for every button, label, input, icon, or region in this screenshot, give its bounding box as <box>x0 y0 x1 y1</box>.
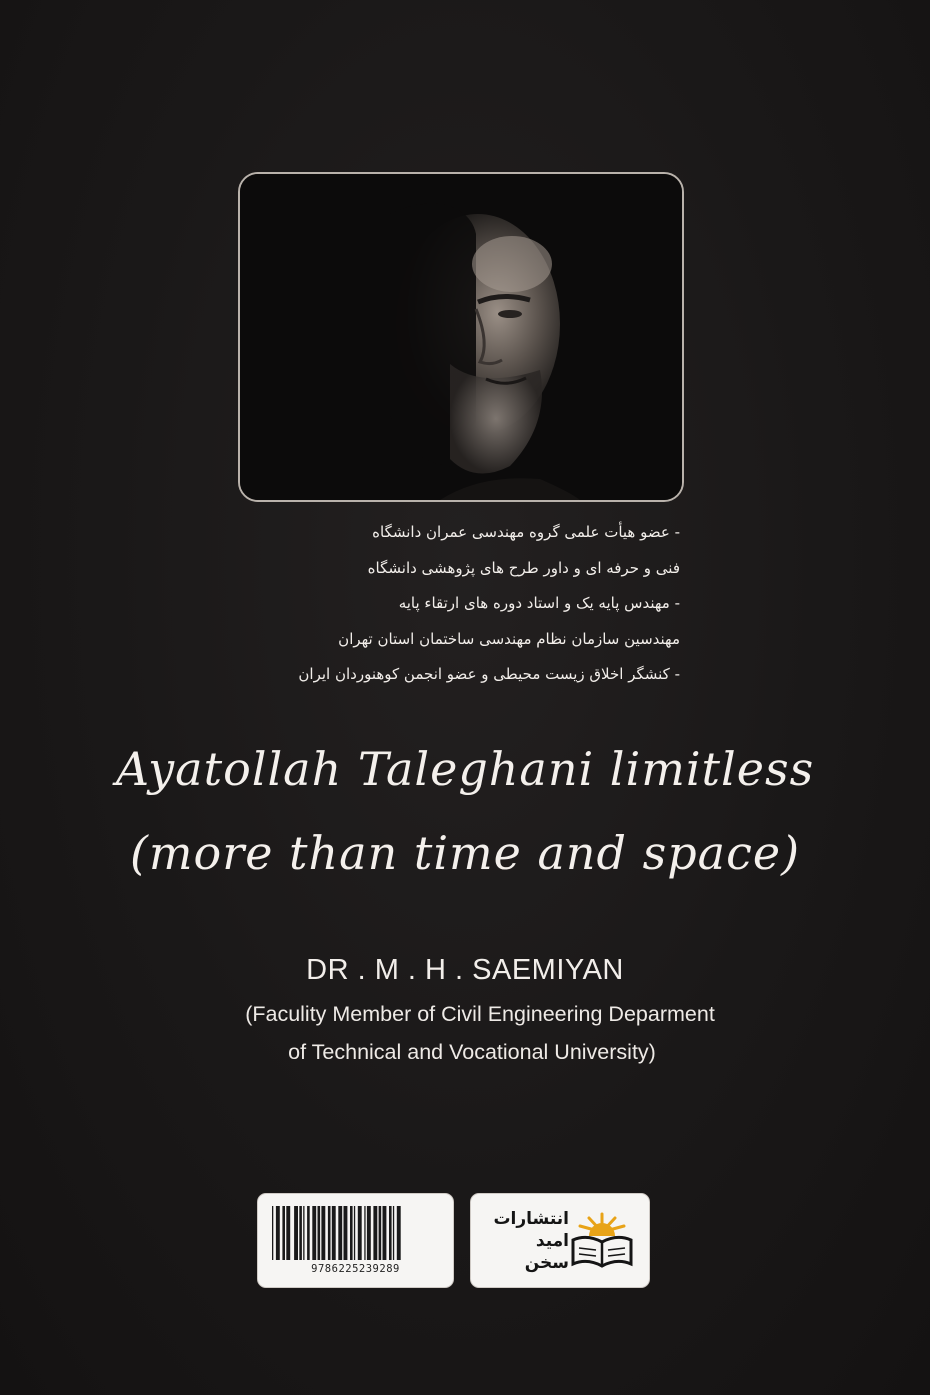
barcode-bar <box>282 1206 285 1260</box>
barcode-bar <box>303 1206 304 1260</box>
barcode-bar <box>294 1206 298 1260</box>
author-name: DR . M . H . SAEMIYAN <box>306 954 624 986</box>
barcode-bar <box>350 1206 353 1260</box>
author-bio-list <box>220 515 680 693</box>
barcode-icon <box>270 1206 441 1262</box>
publisher-name-line3: سخن <box>524 1253 569 1273</box>
bio-line: فنی و حرفه ای و داور طرح های پژوهشی دانشگاه <box>367 558 680 577</box>
barcode-bar <box>321 1206 325 1260</box>
author-portrait <box>238 172 684 502</box>
barcode-bar <box>373 1206 377 1260</box>
publisher-label <box>470 1193 650 1288</box>
bio-line: مهندسین سازمان نظام مهندسی ساختمان استان تهران <box>338 629 680 648</box>
barcode-bar <box>307 1206 310 1260</box>
isbn-number: 9786225239289 <box>311 1263 400 1275</box>
publisher-name-line1: انتشارات <box>493 1209 569 1229</box>
bio-line: - عضو هیأت علمی گروه مهندسی عمران دانشگاه <box>372 523 680 541</box>
bio-line: - مهندس پایه یک و استاد دوره های ارتقاء پایه <box>398 594 680 612</box>
barcode-bar <box>276 1206 280 1260</box>
author-affiliation-line2: of Technical and Vocational University) <box>288 1040 656 1064</box>
book-title-line1: Ayatollah Taleghani limitless <box>115 742 815 796</box>
open-book-sunrise-icon <box>567 1208 637 1272</box>
barcode-bar <box>397 1206 401 1260</box>
barcode-bar <box>338 1206 342 1260</box>
author-portrait-photo <box>240 174 682 500</box>
publisher-name <box>481 1208 569 1274</box>
barcode-bar <box>332 1206 336 1260</box>
barcode-bar <box>367 1206 371 1260</box>
barcode-bar <box>299 1206 302 1260</box>
barcode-bar <box>364 1206 365 1260</box>
book-title-line2: (more than time and space) <box>129 826 801 880</box>
barcode-bar <box>393 1206 394 1260</box>
barcode-bar <box>379 1206 382 1260</box>
bio-line: - کنشگر اخلاق زیست محیطی و عضو انجمن کوهنوردان ایران <box>298 665 680 683</box>
barcode-bar <box>272 1206 273 1260</box>
author-affiliation-line1: (Faculity Member of Civil Engineering Deparment <box>245 1002 715 1026</box>
barcode-label <box>257 1193 454 1288</box>
barcode-bar <box>318 1206 321 1260</box>
barcode-bar <box>389 1206 392 1260</box>
barcode-bar <box>344 1206 348 1260</box>
barcode-bar <box>358 1206 362 1260</box>
barcode-bar <box>328 1206 331 1260</box>
barcode-bar <box>286 1206 290 1260</box>
barcode-bar <box>383 1206 387 1260</box>
barcode-bar <box>354 1206 355 1260</box>
publisher-name-line2: امید <box>535 1231 569 1251</box>
barcode-bar <box>312 1206 316 1260</box>
